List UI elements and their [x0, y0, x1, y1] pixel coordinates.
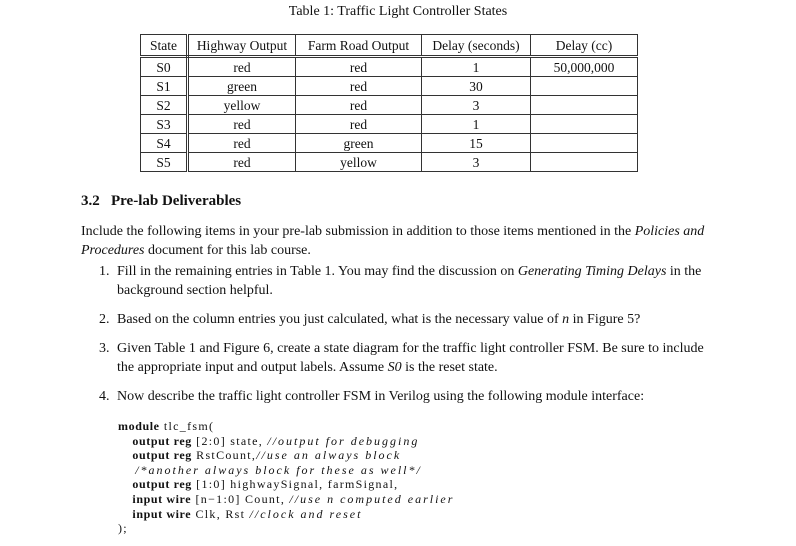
table-cell: 1 — [422, 57, 531, 77]
table-row — [141, 153, 638, 172]
item-text-end: in the background section helpful. — [117, 264, 702, 298]
item-emphasis: S0 — [387, 360, 402, 375]
verilog-code-block — [118, 419, 454, 536]
code-keyword: output reg — [118, 477, 192, 492]
code-line — [118, 492, 454, 507]
table-cell: 1 — [422, 115, 531, 134]
intro-text: Include the following items in your pre-lab submission in addition to those items mentioned in the — [81, 224, 635, 239]
table-cell: yellow — [188, 96, 296, 115]
code-comment: //output for debugging — [267, 433, 420, 448]
item-emphasis: Generating Timing Delays — [517, 264, 667, 279]
table-cell: red — [296, 57, 422, 77]
list-item — [81, 310, 721, 329]
table-cell — [531, 96, 638, 115]
column-header: State — [141, 35, 188, 57]
table-cell: 30 — [422, 77, 531, 96]
traffic-light-states-table — [140, 34, 638, 172]
code-text: Clk, Rst — [191, 506, 250, 521]
table-cell: S1 — [141, 77, 188, 96]
code-comment: //use n computed earlier — [289, 491, 455, 506]
table-header-row — [141, 35, 638, 57]
list-item — [81, 387, 721, 406]
table-cell: red — [296, 96, 422, 115]
code-comment: //clock and reset — [249, 506, 363, 521]
deliverables-list — [81, 262, 721, 416]
item-text: Now describe the traffic light controller FSM in Verilog using the following module interface: — [117, 389, 645, 404]
list-item — [81, 262, 721, 300]
table-row — [141, 96, 638, 115]
intro-text-end: document for this lab course. — [144, 243, 311, 258]
table-cell: S4 — [141, 134, 188, 153]
section-heading — [81, 193, 241, 210]
section-number: 3.2 — [81, 193, 100, 209]
item-emphasis: n — [562, 312, 570, 327]
item-text: Given Table 1 and Figure 6, create a state diagram for the traffic light controller FSM. Be sure to include the appropriate input and output labels. Assume — [117, 341, 704, 375]
item-number: 2. — [99, 312, 110, 327]
code-line — [118, 477, 454, 492]
code-line — [118, 463, 454, 478]
code-text — [118, 463, 135, 477]
item-text-end: is the reset state. — [401, 360, 498, 375]
table-row — [141, 115, 638, 134]
table-row — [141, 57, 638, 77]
table-cell — [531, 134, 638, 153]
code-keyword: input wire — [118, 491, 192, 506]
table-caption: Table 1: Traffic Light Controller States — [288, 4, 508, 19]
code-text: [2:0] state, — [191, 433, 268, 448]
column-header: Delay (seconds) — [422, 35, 531, 57]
table-cell: red — [296, 77, 422, 96]
code-text: ); — [118, 521, 128, 536]
table-row — [141, 77, 638, 96]
column-header: Farm Road Output — [296, 35, 422, 57]
code-line — [118, 434, 454, 449]
table-cell: S3 — [141, 115, 188, 134]
table-cell: red — [188, 115, 296, 134]
table-cell: 15 — [422, 134, 531, 153]
table-cell: red — [188, 153, 296, 172]
code-line — [118, 521, 454, 536]
code-text: [n−1:0] Count, — [191, 491, 290, 506]
table-cell: 3 — [422, 153, 531, 172]
code-line — [118, 507, 454, 522]
code-text: tlc_fsm( — [159, 419, 215, 433]
column-header: Highway Output — [188, 35, 296, 57]
column-header: Delay (cc) — [531, 35, 638, 57]
code-comment: /*another always block for these as well*/ — [135, 462, 422, 477]
code-keyword: output reg — [118, 448, 192, 463]
table-cell: green — [296, 134, 422, 153]
table-cell: 50,000,000 — [531, 57, 638, 77]
code-line — [118, 419, 454, 434]
table-cell: S0 — [141, 57, 188, 77]
item-text-end: in Figure 5? — [569, 312, 641, 327]
code-text: RstCount, — [191, 448, 257, 463]
item-number: 3. — [99, 341, 110, 356]
item-text: Fill in the remaining entries in Table 1. You may find the discussion on — [117, 264, 518, 279]
table-cell: red — [188, 134, 296, 153]
item-text: Based on the column entries you just calculated, what is the necessary value of — [117, 312, 563, 327]
code-comment: //use an always block — [256, 448, 402, 463]
intro-emphasis: Policies and Procedures — [81, 224, 705, 258]
table-cell: yellow — [296, 153, 422, 172]
table-cell — [531, 115, 638, 134]
list-item — [81, 339, 721, 377]
table-row — [141, 134, 638, 153]
item-number: 4. — [99, 389, 110, 404]
section-title: Pre-lab Deliverables — [111, 193, 242, 209]
table-cell: S5 — [141, 153, 188, 172]
table-cell: 3 — [422, 96, 531, 115]
code-keyword: module — [118, 419, 160, 433]
table-cell: S2 — [141, 96, 188, 115]
table-cell: green — [188, 77, 296, 96]
code-keyword: input wire — [118, 506, 192, 521]
table-cell: red — [188, 57, 296, 77]
code-keyword: output reg — [118, 433, 192, 448]
table-cell: red — [296, 115, 422, 134]
item-number: 1. — [99, 264, 110, 279]
intro-paragraph — [81, 222, 721, 260]
code-line — [118, 448, 454, 463]
table-cell — [531, 153, 638, 172]
table-cell — [531, 77, 638, 96]
code-text: [1:0] highwaySignal, farmSignal, — [191, 477, 399, 492]
